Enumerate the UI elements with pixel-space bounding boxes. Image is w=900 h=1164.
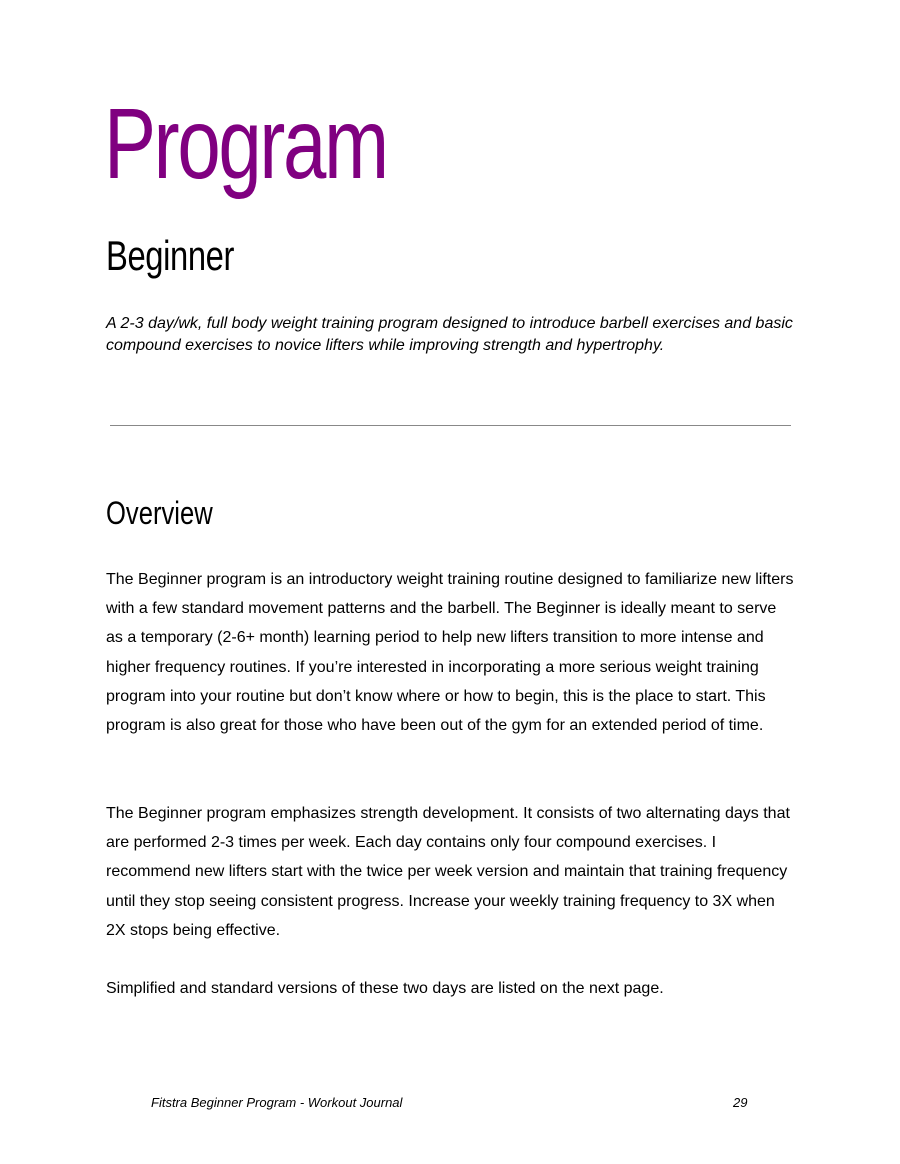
overview-paragraph-1: The Beginner program is an introductory weight training routine designed to familiarize new lifters with a few standard movement patterns and the barbell. The Beginner is ideally meant to serve as a temporary (2-6+ month) learning period to help new lifters transition to more intense and higher frequency routines. If you’re interested in incorporating a more serious weight training program into your routine but don’t know where or how to begin, this is the place to start. This program is also great for those who have been out of the gym for an extended period of time. (106, 571, 794, 735)
program-tagline: A 2-3 day/wk, full body weight training program designed to introduce barbell exercises and basic compound exercises to novice lifters while improving strength and hypertrophy. (106, 315, 793, 354)
footer-page-number: 29 (733, 1095, 748, 1110)
overview-paragraph-3: Simplified and standard versions of these two days are listed on the next page. (106, 980, 664, 997)
program-level-heading: Beginner (106, 232, 235, 279)
footer-journal-title: Fitstra Beginner Program - Workout Journal (151, 1095, 403, 1110)
overview-paragraph-2: The Beginner program emphasizes strength development. It consists of two alternating days that are performed 2-3 times per week. Each day contains only four compound exercises. I recommend new lifters start with the twice per week version and maintain that training frequency until they stop seeing consistent progress. Increase your weekly training frequency to 3X when 2X stops being effective. (106, 805, 790, 939)
section-divider (110, 425, 791, 426)
overview-heading: Overview (106, 495, 213, 531)
page-title: Program (104, 88, 387, 200)
